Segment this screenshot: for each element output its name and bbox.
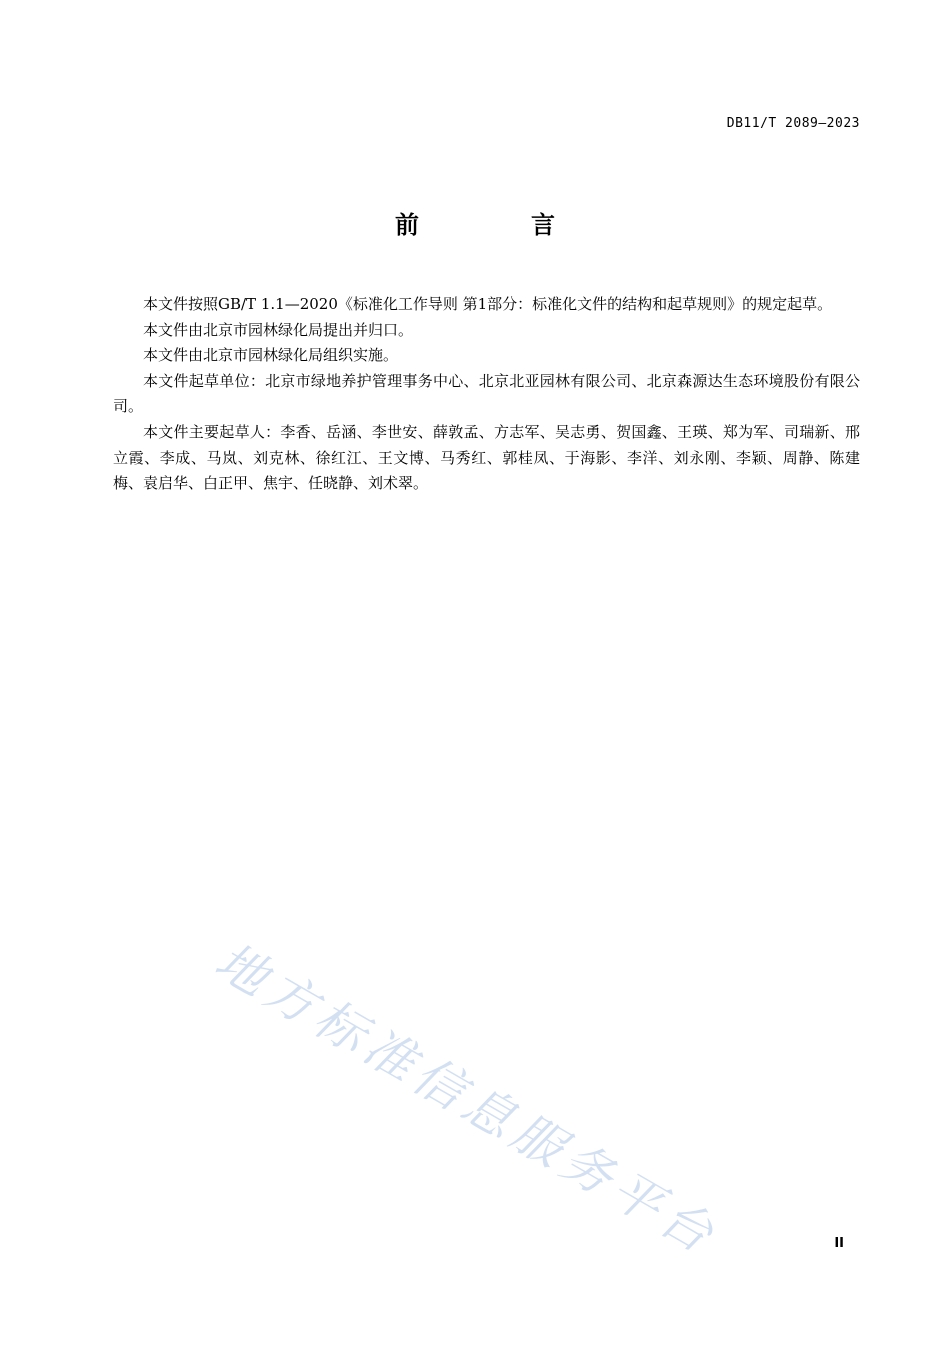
paragraph-drafting-rules: 本文件按照GB/T 1.1—2020《标准化工作导则 第1部分：标准化文件的结构和起草规则》的规定起草。 [143,295,833,313]
paragraph-drafters: 本文件主要起草人：李香、岳涵、李世安、薛敦孟、方志军、吴志勇、贺国鑫、王瑛、郑为军、司瑞新、邢立霞、李成、马岚、刘克林、徐红江、王文博、马秀红、郭桂凤、于海影、李洋、刘永刚、李颖、周静、陈建梅、袁启华、白正甲、焦宇、任晓静、刘术翠。 [113,422,860,493]
paragraph-drafting-units: 本文件起草单位：北京市绿地养护管理事务中心、北京北亚园林有限公司、北京森源达生态环境股份有限公司。 [113,371,860,416]
page-title: 前 言 [395,211,599,239]
paragraph-implementer: 本文件由北京市园林绿化局组织实施。 [143,346,399,365]
watermark: 地方标准信息服务平台 [205,931,729,1267]
paragraph-proposer: 本文件由北京市园林绿化局提出并归口。 [143,320,414,339]
foreword-body [113,292,860,497]
standard-code: DB11/T 2089—2023 [726,116,860,131]
page-number: II [834,1236,844,1251]
